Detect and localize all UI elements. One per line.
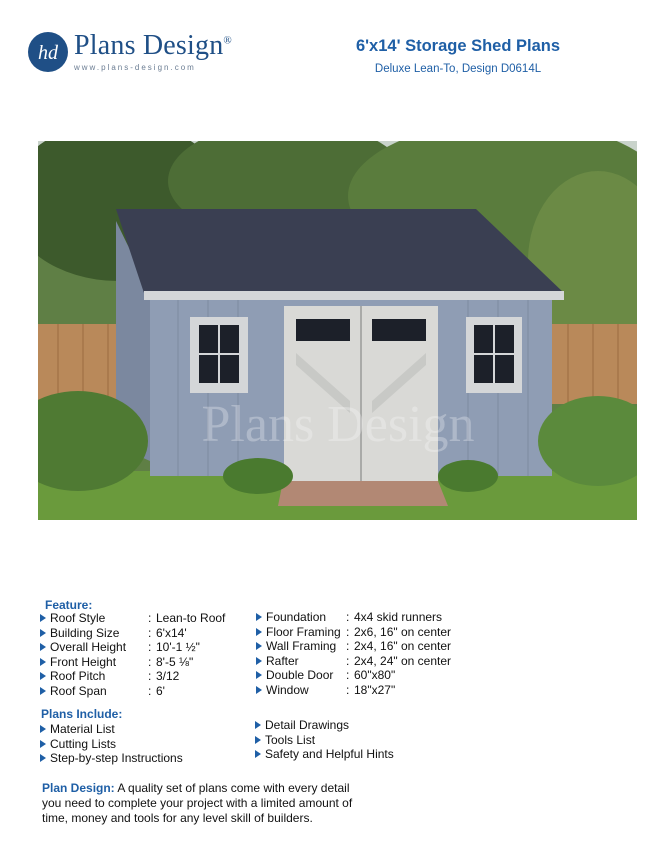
feature-item [256, 610, 476, 625]
bullet-arrow-icon [40, 754, 46, 762]
svg-text:hd: hd [38, 42, 58, 64]
feature-value: 6' [156, 683, 165, 698]
plans-include-item [40, 722, 240, 737]
page-title: 6'x14' Storage Shed Plans [355, 37, 561, 55]
feature-separator: : [148, 669, 152, 684]
bullet-arrow-icon [256, 671, 262, 679]
bullet-arrow-icon [40, 614, 46, 622]
feature-item [256, 668, 476, 683]
feature-separator: : [346, 682, 350, 697]
bullet-arrow-icon [255, 721, 261, 729]
plans-include-label: Cutting Lists [50, 736, 117, 751]
feature-label: Foundation [266, 610, 327, 624]
bullet-arrow-icon [40, 629, 46, 637]
plans-include-list-right [255, 718, 475, 762]
shed-photo [38, 141, 637, 520]
feature-value: 3/12 [156, 669, 180, 684]
plans-include-item [255, 747, 475, 762]
feature-label: Window [266, 682, 309, 697]
feature-item [256, 639, 476, 654]
feature-separator: : [148, 654, 152, 669]
bullet-arrow-icon [256, 657, 262, 665]
registered-mark: ® [223, 34, 232, 47]
feature-item [256, 654, 476, 669]
feature-item [40, 611, 260, 626]
feature-value: 4x4 skid runners [354, 610, 443, 624]
bullet-arrow-icon [40, 725, 46, 733]
feature-separator: : [346, 668, 350, 683]
feature-label: Front Height [50, 654, 117, 669]
bullet-arrow-icon [256, 642, 262, 650]
feature-separator: : [148, 640, 152, 655]
feature-value: 8'-5 ⅛" [156, 654, 194, 669]
plans-include-item [255, 733, 475, 748]
plans-include-label: Safety and Helpful Hints [265, 747, 394, 762]
feature-value: Lean-to Roof [156, 611, 226, 625]
bullet-arrow-icon [40, 672, 46, 680]
plans-include-heading: Plans Include: [41, 707, 123, 721]
bullet-arrow-icon [40, 740, 46, 748]
feature-list-right [256, 610, 476, 698]
feature-label: Rafter [266, 653, 299, 668]
bullet-arrow-icon [255, 736, 261, 744]
feature-separator: : [346, 639, 350, 654]
bullet-arrow-icon [255, 750, 261, 758]
feature-item [40, 626, 260, 641]
bullet-arrow-icon [256, 628, 262, 636]
feature-label: Building Size [50, 625, 120, 640]
logo-emblem-icon [28, 32, 68, 72]
plans-include-label: Material List [50, 722, 115, 736]
bullet-arrow-icon [256, 686, 262, 694]
feature-item [40, 640, 260, 655]
feature-separator: : [148, 625, 152, 640]
plan-design-paragraph [42, 781, 372, 826]
plans-include-item [255, 718, 475, 733]
feature-item [40, 669, 260, 684]
feature-list-left [40, 611, 260, 699]
feature-separator: : [148, 611, 152, 625]
feature-heading: Feature: [45, 598, 93, 612]
feature-label: Double Door [266, 668, 334, 683]
feature-label: Roof Style [50, 611, 106, 625]
feature-separator: : [346, 653, 350, 668]
feature-value: 2x4, 24" on center [354, 653, 451, 668]
feature-value: 6'x14' [156, 625, 187, 640]
feature-item [256, 683, 476, 698]
feature-item [256, 625, 476, 640]
watermark: Plans Design [201, 396, 475, 453]
brand-logo [28, 30, 258, 75]
bullet-arrow-icon [256, 613, 262, 621]
feature-separator: : [346, 610, 350, 624]
plans-include-list-left [40, 722, 240, 766]
bullet-arrow-icon [40, 658, 46, 666]
plan-design-text: A quality set of plans come with every detail you need to complete your project with a limited amount of time, money and tools for any level skill of builders. [42, 781, 353, 825]
plan-design-lead: Plan Design: [42, 781, 115, 795]
bullet-arrow-icon [40, 687, 46, 695]
feature-label: Floor Framing [266, 624, 341, 639]
logo-url: www.plans-design.com [74, 63, 196, 72]
feature-label: Wall Framing [266, 639, 337, 654]
plans-include-item [40, 751, 240, 766]
plans-include-label: Step-by-step Instructions [50, 751, 183, 766]
feature-value: 2x4, 16" on center [354, 639, 451, 654]
feature-value: 18"x27" [354, 682, 396, 697]
bullet-arrow-icon [40, 643, 46, 651]
feature-label: Roof Span [50, 683, 107, 698]
feature-item [40, 655, 260, 670]
feature-label: Roof Pitch [50, 669, 106, 684]
page-subtitle: Deluxe Lean-To, Design D0614L [374, 63, 542, 75]
logo-name: Plans Design [74, 30, 224, 61]
feature-separator: : [148, 683, 152, 698]
feature-value: 2x6, 16" on center [354, 624, 451, 639]
feature-item [40, 684, 260, 699]
feature-label: Overall Height [50, 640, 127, 655]
feature-value: 10'-1 ½" [156, 640, 200, 655]
feature-separator: : [346, 624, 350, 639]
plans-include-label: Detail Drawings [265, 718, 350, 732]
feature-value: 60"x80" [354, 668, 396, 683]
plans-include-label: Tools List [265, 732, 316, 747]
plans-include-item [40, 737, 240, 752]
